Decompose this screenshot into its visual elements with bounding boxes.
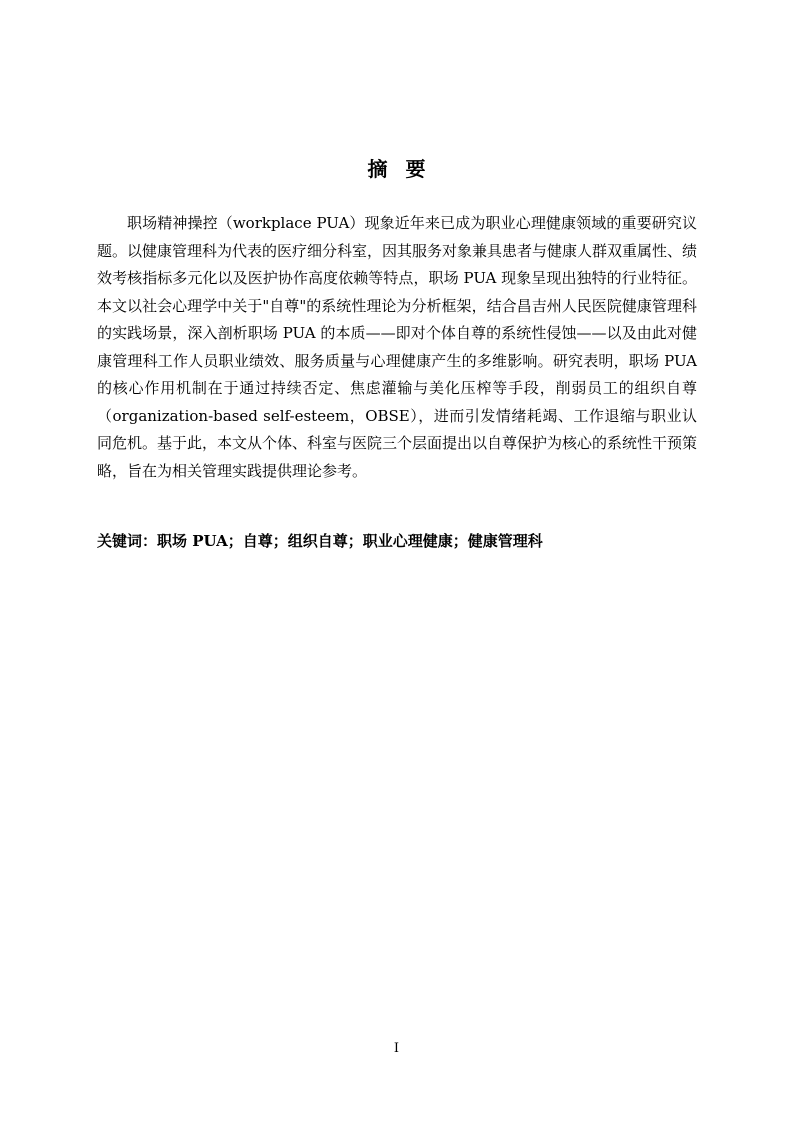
page-title: 摘要: [367, 157, 444, 181]
abstract-paragraph: 职场精神操控（workplace PUA）现象近年来已成为职业心理健康领域的重要研究议题。以健康管理科为代表的医疗细分科室，因其服务对象兼具患者与健康人群双重属性、绩效考核指标多元化以及医护协作高度依赖等特点，职场 PUA 现象呈现出独特的行业特征。本文以社会心理学中关于"自尊"的系统性理论为分析框架，结合昌吉州人民医院健康管理科的实践场景，深入剖析职场 PUA 的本质——即对个体自尊的系统性侵蚀——以及由此对健康管理科工作人员职业绩效、服务质量与心理健康产生的多维影响。研究表明，职场 PUA 的核心作用机制在于通过持续否定、焦虑灌输与美化压榨等手段，削弱员工的组织自尊（organization-based self-esteem，OBSE），进而引发情绪耗竭、工作退缩与职业认同危机。基于此，本文从个体、科室与医院三个层面提出以自尊保护为核心的系统性干预策略，旨在为相关管理实践提供理论参考。: [97, 214, 698, 480]
abstract-body: [97, 210, 697, 485]
keywords-line: 关键词：职场 PUA；自尊；组织自尊；职业心理健康；健康管理科: [97, 532, 543, 550]
page-number: I: [393, 1041, 400, 1056]
